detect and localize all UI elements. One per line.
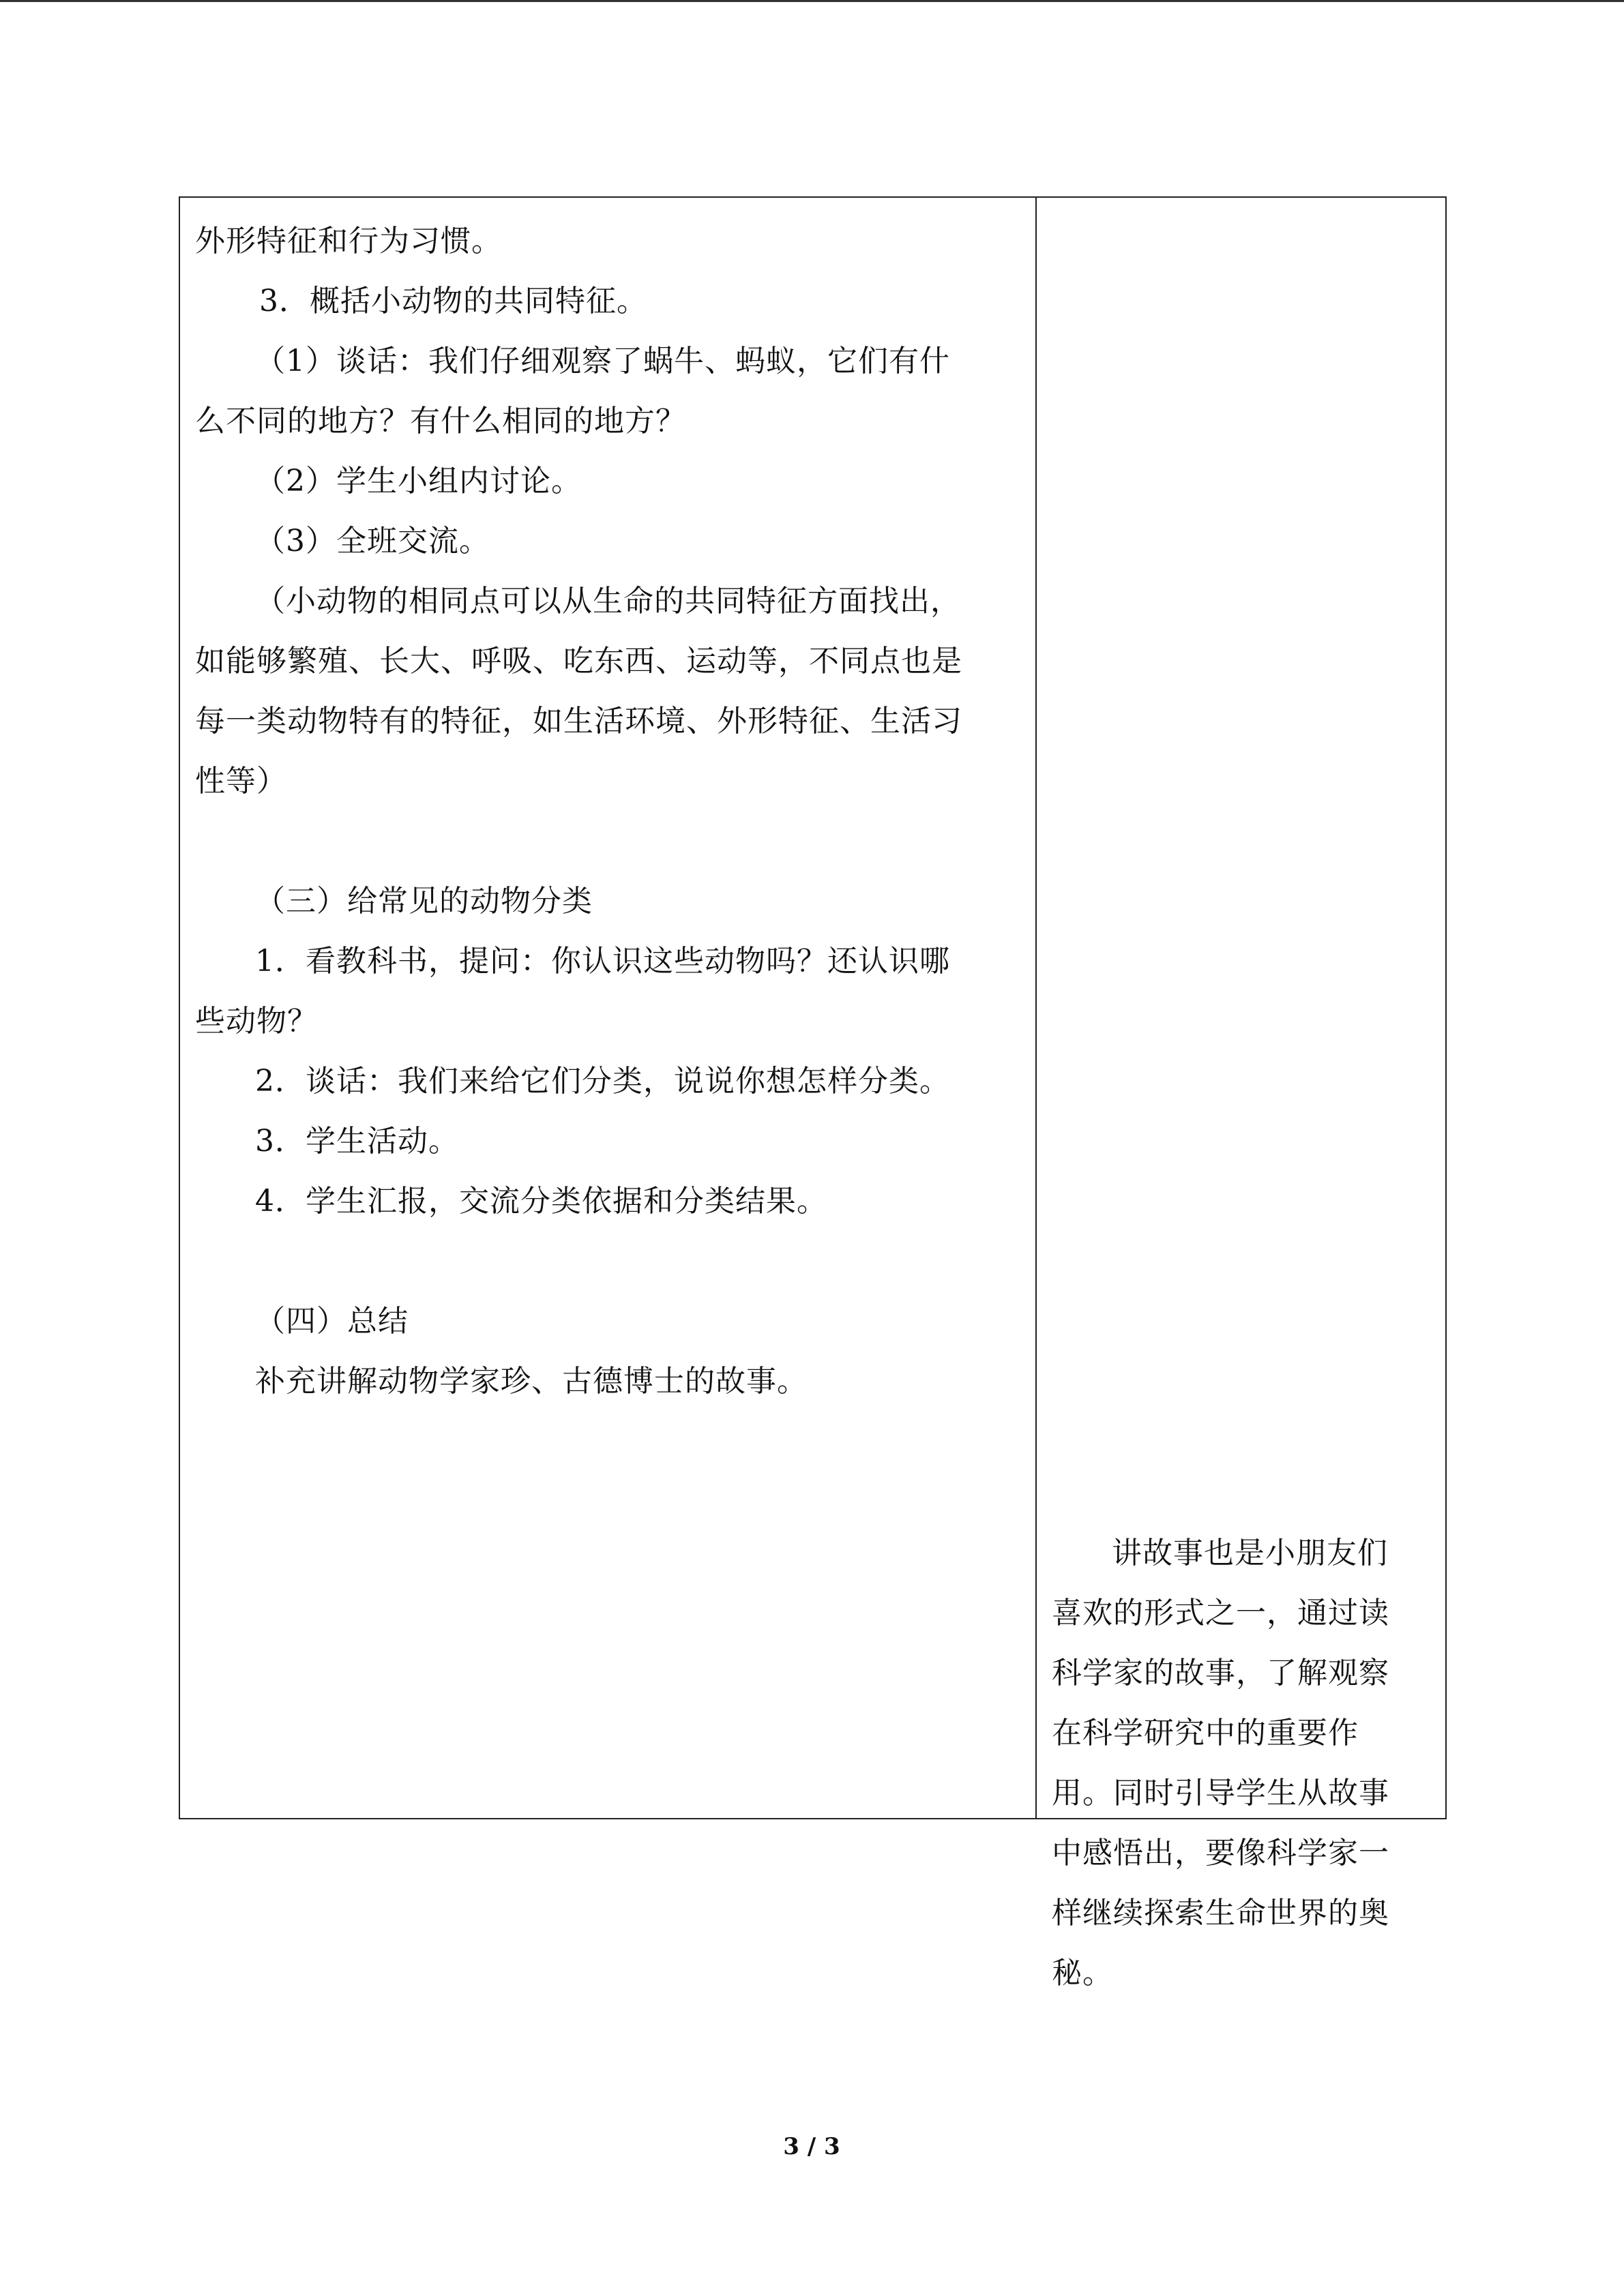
text-line: 些动物？ <box>195 1004 318 1039</box>
page-number: 3 / 3 <box>783 2133 840 2160</box>
step-heading: 3．概括小动物的共同特征。 <box>259 284 647 318</box>
note-line: 在科学研究中的重要作 <box>1052 1716 1359 1750</box>
design-intent-cell <box>1037 198 1447 1991</box>
text-line: （1）谈话：我们仔细观察了蜗牛、蚂蚁，它们有什 <box>255 344 950 378</box>
text-line: 么不同的地方？有什么相同的地方？ <box>195 404 686 438</box>
text-line: （3）全班交流。 <box>255 524 490 558</box>
note-line: 样继续探索生命世界的奥 <box>1052 1896 1389 1930</box>
teaching-process-cell <box>180 198 1035 1818</box>
step-heading: 2．谈话：我们来给它们分类，说说你想怎样分类。 <box>255 1064 950 1099</box>
text-line: （2）学生小组内讨论。 <box>255 464 582 498</box>
text-line: 如能够繁殖、长大、呼吸、吃东西、运动等，不同点也是 <box>195 644 962 679</box>
step-heading: 1．看教科书，提问：你认识这些动物吗？还认识哪 <box>255 944 950 979</box>
section-heading: （三）给常见的动物分类 <box>255 884 593 919</box>
section-heading: （四）总结 <box>255 1304 409 1339</box>
lesson-plan-table <box>179 196 1447 1991</box>
page-top-border <box>0 0 1624 2</box>
text-line: 外形特征和行为习惯。 <box>195 224 502 258</box>
text-line: 补充讲解动物学家珍、古德博士的故事。 <box>255 1364 808 1399</box>
note-line: 喜欢的形式之一，通过读 <box>1052 1596 1389 1630</box>
text-line: （小动物的相同点可以从生命的共同特征方面找出， <box>255 584 961 618</box>
spacer <box>195 811 1022 871</box>
text-line: 每一类动物特有的特征，如生活环境、外形特征、生活习 <box>195 704 962 739</box>
note-line: 用。同时引导学生从故事 <box>1052 1776 1389 1810</box>
note-line: 科学家的故事，了解观察 <box>1052 1656 1389 1690</box>
text-line: 性等） <box>195 764 287 799</box>
step-heading: 3．学生活动。 <box>255 1124 459 1159</box>
spacer <box>195 1232 1022 1292</box>
note-line: 秘。 <box>1052 1956 1113 1991</box>
note-line: 讲故事也是小朋友们 <box>1112 1536 1388 1570</box>
step-heading: 4．学生汇报，交流分类依据和分类结果。 <box>255 1184 827 1219</box>
note-line: 中感悟出，要像科学家一 <box>1052 1836 1389 1870</box>
design-note <box>1052 1523 1434 2003</box>
